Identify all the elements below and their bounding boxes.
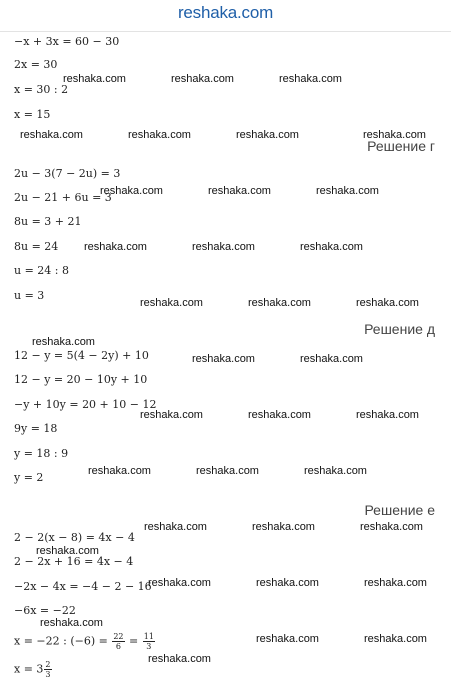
watermark: reshaka.com — [20, 129, 83, 141]
equation-line: 2u − 3(7 − 2u) = 3 — [14, 167, 121, 180]
watermark: reshaka.com — [36, 545, 99, 557]
watermark: reshaka.com — [84, 241, 147, 253]
watermark: reshaka.com — [236, 129, 299, 141]
equation-line: u = 3 — [14, 289, 45, 302]
equation-line: x = 15 — [14, 108, 51, 121]
watermark: reshaka.com — [256, 577, 319, 589]
equation-line: 12 − y = 5(4 − 2y) + 10 — [14, 349, 149, 362]
equation-line: 2 − 2x + 16 = 4x − 4 — [14, 555, 134, 568]
watermark: reshaka.com — [32, 336, 95, 348]
watermark: reshaka.com — [356, 297, 419, 309]
fraction-denominator: 3 — [146, 642, 152, 651]
equation-line: 9y = 18 — [14, 422, 58, 435]
watermark: reshaka.com — [88, 465, 151, 477]
equation-line: y = 2 — [14, 471, 44, 484]
equation-line: −x + 3x = 60 − 30 — [14, 35, 120, 48]
equation-line-fraction — [14, 632, 156, 651]
watermark: reshaka.com — [63, 73, 126, 85]
watermark: reshaka.com — [192, 353, 255, 365]
fraction-denominator: 6 — [115, 642, 121, 651]
watermark: reshaka.com — [364, 577, 427, 589]
equation-line: 8u = 3 + 21 — [14, 215, 82, 228]
fraction-numerator: 22 — [113, 632, 124, 641]
equation-line: 2u − 21 + 6u = 3 — [14, 191, 112, 204]
watermark: reshaka.com — [148, 653, 211, 665]
watermark: reshaka.com — [256, 633, 319, 645]
watermark: reshaka.com — [300, 241, 363, 253]
fraction-denominator: 3 — [45, 670, 51, 679]
equation-line: x = 30 : 2 — [14, 83, 69, 96]
solution-heading-d: Решение д — [364, 321, 435, 337]
equation-line: 8u = 24 — [14, 240, 59, 253]
watermark: reshaka.com — [148, 577, 211, 589]
watermark: reshaka.com — [140, 409, 203, 421]
equation-lhs: x = 3 — [14, 662, 44, 676]
equation-lhs: x = −22 : (−6) = — [14, 634, 108, 648]
fraction — [44, 660, 51, 679]
equation-line: −6x = −22 — [14, 604, 76, 617]
watermark: reshaka.com — [128, 129, 191, 141]
solution-heading-g: Решение г — [367, 138, 435, 154]
watermark: reshaka.com — [356, 409, 419, 421]
watermark: reshaka.com — [252, 521, 315, 533]
watermark: reshaka.com — [192, 241, 255, 253]
watermark: reshaka.com — [316, 185, 379, 197]
equation-line: 2x = 30 — [14, 58, 58, 71]
watermark: reshaka.com — [248, 409, 311, 421]
equation-line: −2x − 4x = −4 − 2 − 16 — [14, 580, 152, 593]
watermark: reshaka.com — [304, 465, 367, 477]
fraction-numerator: 11 — [143, 632, 154, 641]
watermark: reshaka.com — [144, 521, 207, 533]
equation-line: u = 24 : 8 — [14, 264, 69, 277]
fraction-numerator: 2 — [45, 660, 51, 669]
solution-heading-e: Решение е — [364, 502, 435, 518]
equals-sign: = — [129, 634, 139, 648]
site-header — [0, 0, 451, 32]
watermark: reshaka.com — [208, 185, 271, 197]
equation-line: −y + 10y = 20 + 10 − 12 — [14, 398, 157, 411]
watermark: reshaka.com — [279, 73, 342, 85]
watermark: reshaka.com — [364, 633, 427, 645]
equation-line: 2 − 2(x − 8) = 4x − 4 — [14, 531, 135, 544]
watermark: reshaka.com — [171, 73, 234, 85]
watermark: reshaka.com — [40, 617, 103, 629]
watermark: reshaka.com — [196, 465, 259, 477]
fraction — [112, 632, 124, 651]
fraction — [143, 632, 155, 651]
equation-line: 12 − y = 20 − 10y + 10 — [14, 373, 148, 386]
watermark: reshaka.com — [100, 185, 163, 197]
watermark: reshaka.com — [248, 297, 311, 309]
watermark: reshaka.com — [360, 521, 423, 533]
watermark: reshaka.com — [363, 129, 426, 141]
watermark: reshaka.com — [140, 297, 203, 309]
watermark: reshaka.com — [300, 353, 363, 365]
site-logo-link[interactable]: reshaka.com — [177, 3, 274, 22]
equation-line-mixed-number — [14, 660, 53, 679]
equation-line: y = 18 : 9 — [14, 447, 69, 460]
